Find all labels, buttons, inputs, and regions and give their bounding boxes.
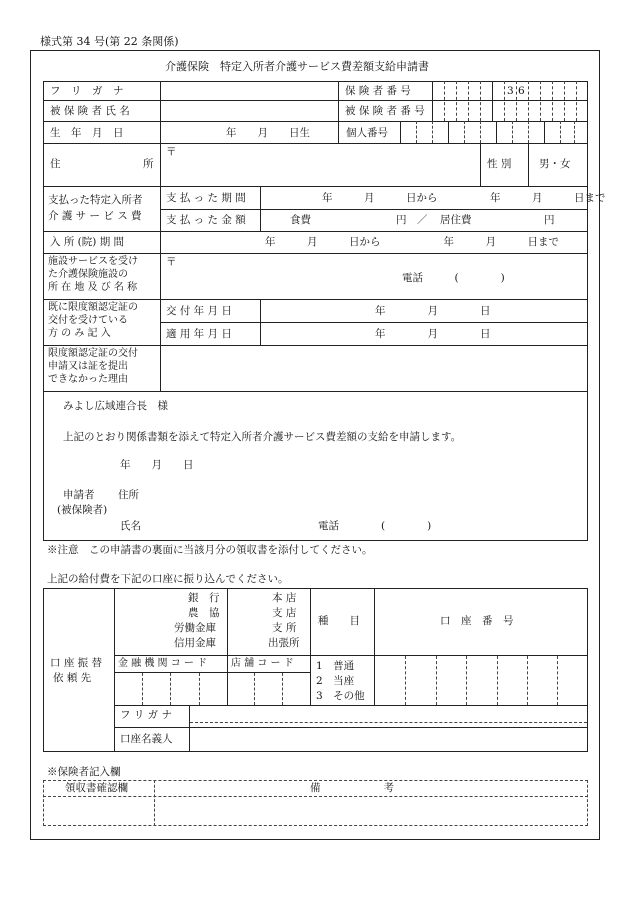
remarks-input[interactable]: [155, 797, 587, 825]
bank-type-labor[interactable]: 労働金庫: [174, 622, 216, 634]
address-label-2: 所: [143, 158, 154, 170]
reason-label-2: 申請又は証を提出: [48, 361, 128, 372]
facility-postal-mark: 〒: [166, 256, 177, 268]
branch-code-input[interactable]: [228, 673, 309, 704]
cert-label-1: 既に限度額認定証の: [48, 302, 138, 313]
addressee: みよし広域連合長 様: [63, 400, 168, 412]
transfer-label-2: 依 頼 先: [53, 672, 92, 684]
applicant-address-label: 住所: [118, 489, 139, 501]
account-number-input[interactable]: [375, 656, 587, 704]
issue-date-value[interactable]: 年 月 日: [375, 305, 491, 317]
insurer-digit-5: 6: [518, 85, 525, 97]
bank-type-bank[interactable]: 銀 行: [188, 592, 220, 604]
insurer-number-input[interactable]: [433, 82, 587, 99]
account-kind-current[interactable]: 2 当座: [316, 675, 355, 687]
paid-amount-label: 支 払 っ た 金 額: [166, 214, 246, 226]
birth-date-value[interactable]: 年 月 日生: [226, 127, 310, 139]
insured-name-label: 被 保 険 者 氏 名: [50, 105, 130, 117]
applicant-name-label: 氏名: [120, 520, 141, 532]
form-number: 様式第 34 号(第 22 条関係): [40, 35, 179, 48]
personal-number-input[interactable]: [401, 122, 587, 142]
personal-number-label: 個人番号: [346, 127, 388, 139]
furigana-input[interactable]: [161, 82, 337, 99]
bank-type-credit[interactable]: 信用金庫: [174, 637, 216, 649]
cert-label-2: 交付を受けている: [48, 315, 128, 326]
account-holder-label: 口座名義人: [120, 733, 173, 745]
applicant-phone[interactable]: 電話 ( ): [318, 520, 432, 532]
paid-service-label-2: 介 護 サ ー ビ ス 費: [48, 210, 142, 222]
facility-label-2: た介護保険施設の: [48, 269, 128, 280]
branch-code-label: 店 舗 コ ー ド: [231, 658, 294, 669]
branch-type-main[interactable]: 本 店: [272, 592, 297, 604]
stay-period-value[interactable]: 年 月 日から 年 月 日まで: [265, 236, 559, 248]
branch-type-sub[interactable]: 支 所: [272, 622, 297, 634]
bank-intro: 上記の給付費を下記の口座に振り込んでください。: [47, 573, 289, 585]
facility-label-3: 所 在 地 及 び 名 称: [48, 282, 138, 293]
inst-code-input[interactable]: [115, 673, 226, 704]
address-input[interactable]: [161, 144, 479, 185]
application-date[interactable]: 年 月 日: [120, 459, 194, 471]
apply-date-value[interactable]: 年 月 日: [375, 328, 491, 340]
furigana-label: フ リ ガ ナ: [50, 85, 124, 97]
remarks-label: 備 考: [310, 782, 394, 794]
reason-label-3: できなかった理由: [48, 374, 128, 385]
transfer-label-1: 口 座 振 替: [50, 657, 103, 669]
issue-date-label: 交 付 年 月 日: [166, 305, 232, 317]
insurer-digit-4: 3: [507, 85, 514, 97]
cert-label-3: 方 の み 記 入: [48, 328, 111, 339]
gender-select[interactable]: 男・女: [539, 158, 571, 170]
application-statement: 上記のとおり関係書類を添えて特定入所者介護サービス費差額の支給を申請します。: [63, 431, 462, 443]
facility-phone[interactable]: 電話 ( ): [402, 272, 505, 284]
insurer-number-label: 保 険 者 番 号: [345, 85, 411, 97]
facility-address-input[interactable]: [161, 254, 391, 298]
account-number-label: 口 座 番 号: [440, 615, 514, 627]
residence-label: 居住費: [440, 214, 472, 226]
branch-type-branch[interactable]: 支 店: [272, 607, 297, 619]
paid-period-label: 支 払 っ た 期 間: [166, 192, 246, 204]
birth-date-label: 生 年 月 日: [50, 127, 124, 139]
account-kind-label: 種 目: [318, 615, 360, 627]
insured-number-input[interactable]: [433, 101, 587, 120]
receipt-notice: ※注意 この申請書の裏面に当該月分の領収書を添付してください。: [47, 544, 373, 556]
facility-label-1: 施設サービスを受け: [48, 256, 138, 267]
receipt-check-label: 領収書確認欄: [65, 782, 128, 794]
address-label-1: 住: [50, 158, 61, 170]
insurer-section-title: ※保険者記入欄: [47, 766, 121, 778]
account-kind-ordinary[interactable]: 1 普通: [316, 660, 355, 672]
paid-period-value[interactable]: 年 月 日から 年 月 日まで: [322, 192, 606, 204]
insured-name-input[interactable]: [161, 101, 337, 120]
bank-type-agri[interactable]: 農 協: [188, 607, 220, 619]
residence-amount-input[interactable]: [478, 210, 542, 230]
food-yen: 円 ／: [396, 214, 428, 226]
inst-code-label: 金 融 機 関 コ ー ド: [118, 658, 208, 669]
holder-furigana-input[interactable]: [190, 706, 587, 721]
gender-label: 性 別: [487, 158, 512, 170]
insured-number-label: 被 保 険 者 番 号: [345, 105, 425, 117]
branch-type-office[interactable]: 出張所: [268, 637, 300, 649]
residence-yen: 円: [544, 214, 555, 226]
applicant-label: 申請者: [63, 489, 95, 501]
form-title: 介護保険 特定入所者介護サービス費差額支給申請書: [165, 60, 429, 73]
reason-input[interactable]: [161, 346, 587, 390]
insured-paren-label: (被保険者): [57, 504, 108, 516]
food-label: 食費: [290, 214, 311, 226]
holder-furigana-label: フ リ ガ ナ: [120, 709, 173, 721]
receipt-check-input[interactable]: [44, 797, 153, 825]
stay-period-label: 入 所 (院) 期 間: [50, 236, 125, 248]
reason-label-1: 限度額認定証の交付: [48, 348, 138, 359]
postal-mark: 〒: [166, 146, 177, 158]
paid-service-label-1: 支払った特定入所者: [48, 194, 143, 206]
account-holder-input[interactable]: [190, 728, 587, 751]
account-kind-other[interactable]: 3 その他: [316, 690, 365, 702]
apply-date-label: 適 用 年 月 日: [166, 328, 232, 340]
food-amount-input[interactable]: [318, 210, 394, 230]
